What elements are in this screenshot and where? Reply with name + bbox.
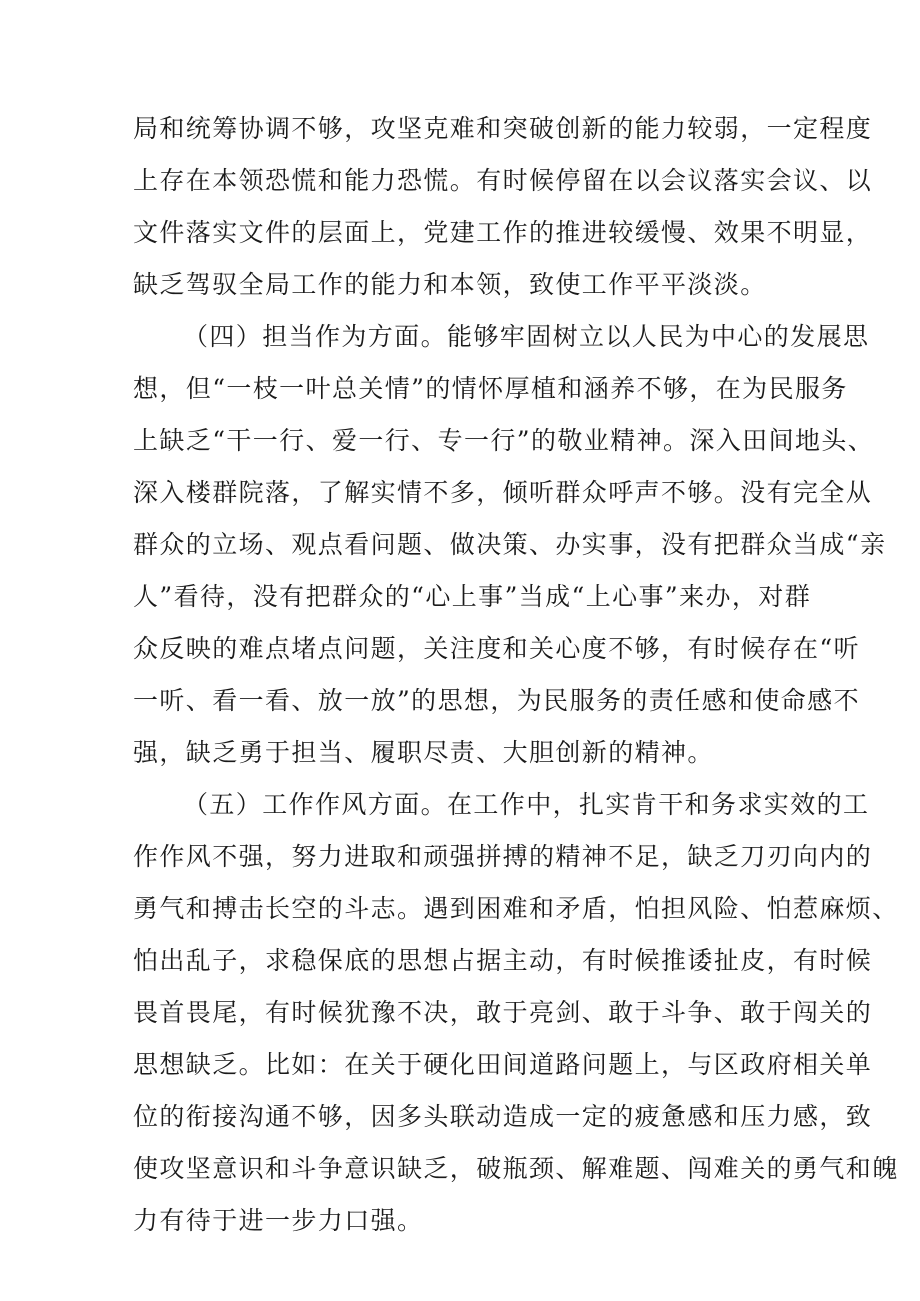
text-line: 文件落实文件的层面上，党建工作的推进较缓慢、效果不明显， [133,218,873,247]
text-line: 思想缺乏。比如：在关于硬化田间道路问题上，与区政府相关单 [133,1050,873,1079]
text-line: 群众的立场、观点看问题、做决策、办实事，没有把群众当成“亲 [133,530,887,559]
text-line: 位的衔接沟通不够，因多头联动造成一定的疲惫感和压力感，致 [133,1102,873,1131]
text-line: 上缺乏“干一行、爱一行、专一行”的敬业精神。深入田间地头、 [133,426,875,455]
paragraph-heading-line: （四）担当作为方面。能够牢固树立以人民为中心的发展思 [183,322,870,351]
text-line: 作作风不强，努力进取和顽强拼搏的精神不足，缺乏刀刃向内的 [133,842,873,871]
text-line: 众反映的难点堵点问题，关注度和关心度不够，有时候存在“听 [133,634,860,663]
text-line: 缺乏驾驭全局工作的能力和本领，致使工作平平淡淡。 [133,270,767,299]
text-line: 强，缺乏勇于担当、履职尽责、大胆创新的精神。 [133,738,714,767]
text-line: 畏首畏尾，有时候犹豫不决，敢于亮剑、敢于斗争、敢于闯关的 [133,998,873,1027]
text-line: 上存在本领恐慌和能力恐慌。有时候停留在以会议落实会议、以 [133,166,873,195]
text-line: 勇气和搏击长空的斗志。遇到困难和矛盾，怕担风险、怕惹麻烦、 [133,894,899,923]
text-line: 力有待于进一步力口强。 [133,1206,424,1235]
text-line: 局和统筹协调不够，攻坚克难和突破创新的能力较弱，一定程度 [133,114,873,143]
text-line: 人”看待，没有把群众的“心上事”当成“上心事”来办，对群 [133,582,812,611]
text-line: 深入楼群院落，了解实情不多，倾听群众呼声不够。没有完全从 [133,478,873,507]
text-line: 使攻坚意识和斗争意识缺乏，破瓶颈、解难题、闯难关的勇气和魄 [133,1154,899,1183]
text-line: 一听、看一看、放一放”的思想，为民服务的责任感和使命感不 [133,686,860,715]
text-line: 怕出乱子，求稳保底的思想占据主动，有时候推诿扯皮，有时候 [133,946,873,975]
paragraph-heading-line: （五）工作作风方面。在工作中，扎实肯干和务求实效的工 [183,790,870,819]
text-line: 想，但“一枝一叶总关情”的情怀厚植和涵养不够，在为民服务 [133,374,848,403]
